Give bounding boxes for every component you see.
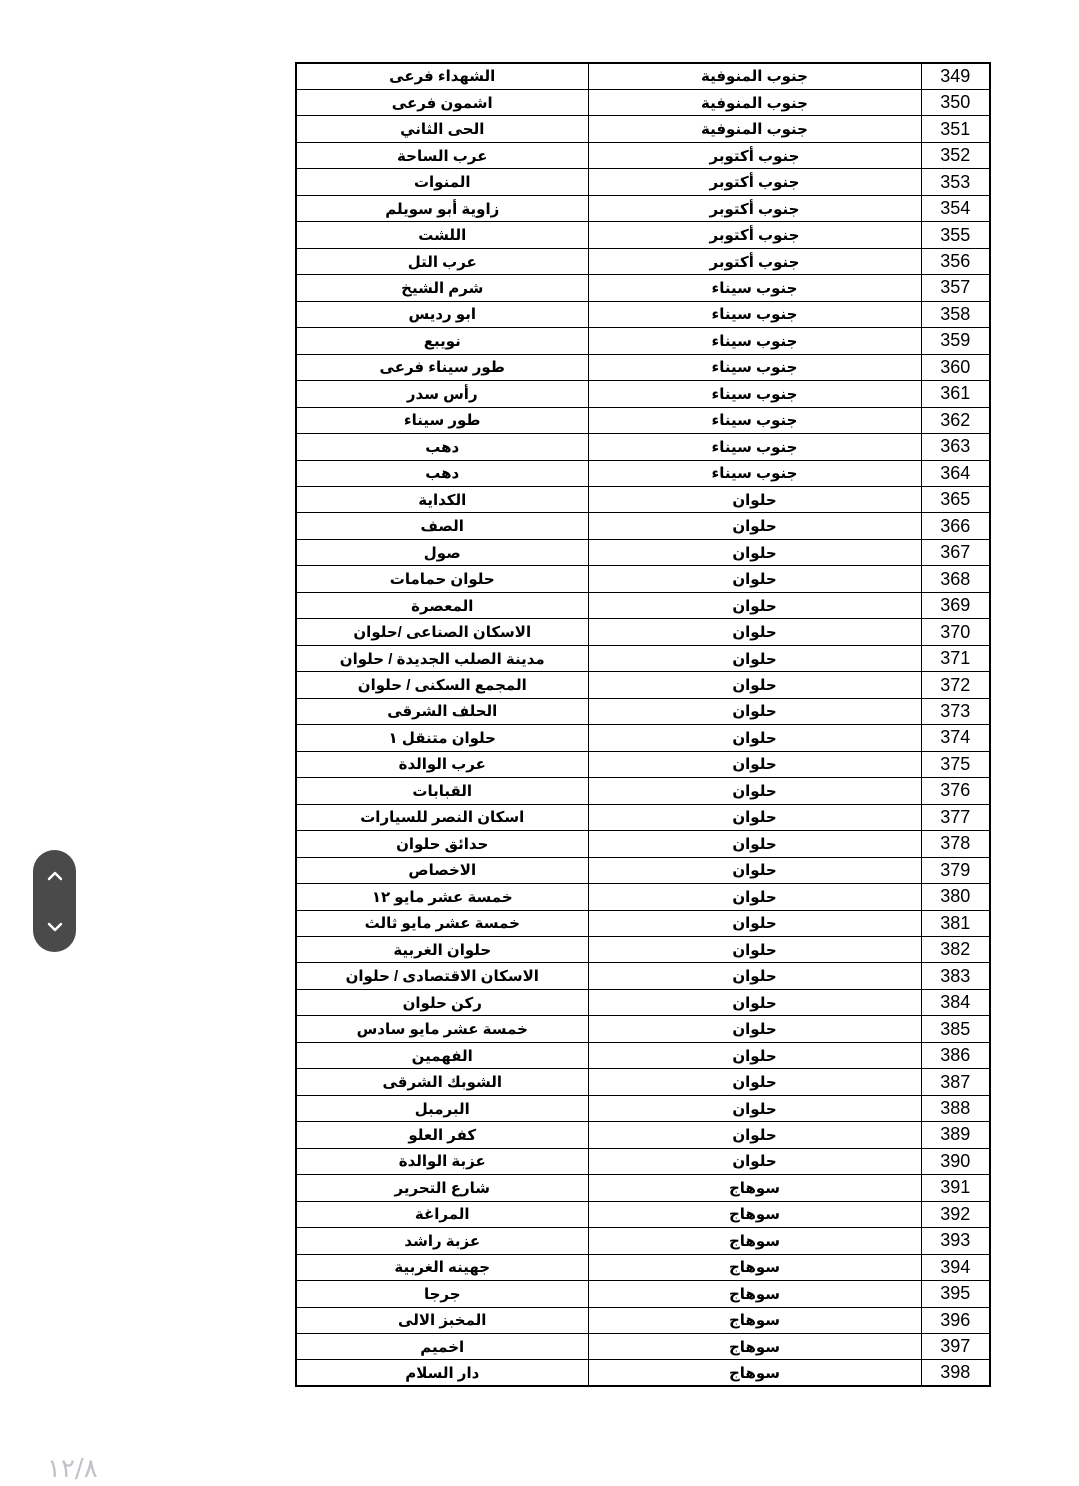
number-cell: 356 [921, 248, 990, 274]
number-cell: 385 [921, 1016, 990, 1042]
table-row [296, 460, 990, 486]
office-cell: رأس سدر [296, 381, 588, 407]
office-cell: حلوان الغربية [296, 936, 588, 962]
region-cell: حلوان [588, 910, 921, 936]
office-cell: جهينه الغربية [296, 1254, 588, 1280]
office-cell: عزبة الوالدة [296, 1148, 588, 1174]
region-cell: جنوب أكتوبر [588, 248, 921, 274]
office-cell: الحلف الشرقى [296, 698, 588, 724]
region-cell: حلوان [588, 539, 921, 565]
region-cell: حلوان [588, 778, 921, 804]
table-row [296, 354, 990, 380]
number-cell: 382 [921, 936, 990, 962]
region-cell: حلوان [588, 751, 921, 777]
region-cell: حلوان [588, 1122, 921, 1148]
table-row [296, 116, 990, 142]
number-cell: 372 [921, 672, 990, 698]
office-cell: الاخصاص [296, 857, 588, 883]
number-cell: 380 [921, 884, 990, 910]
table-row [296, 645, 990, 671]
number-cell: 351 [921, 116, 990, 142]
page-indicator: ١٢/٨ [47, 1454, 98, 1484]
region-cell: حلوان [588, 1042, 921, 1068]
region-cell: جنوب أكتوبر [588, 169, 921, 195]
region-cell: حلوان [588, 963, 921, 989]
region-cell: سوهاج [588, 1228, 921, 1254]
region-cell: سوهاج [588, 1175, 921, 1201]
office-cell: عرب الوالدة [296, 751, 588, 777]
number-cell: 375 [921, 751, 990, 777]
number-cell: 361 [921, 381, 990, 407]
table-row [296, 142, 990, 168]
region-cell: حلوان [588, 566, 921, 592]
office-cell: اشمون فرعى [296, 89, 588, 115]
office-cell: طور سيناء [296, 407, 588, 433]
region-cell: حلوان [588, 513, 921, 539]
table-row [296, 328, 990, 354]
region-cell: جنوب أكتوبر [588, 222, 921, 248]
office-cell: المراغة [296, 1201, 588, 1227]
office-cell: زاوية أبو سويلم [296, 195, 588, 221]
region-cell: جنوب المنوفية [588, 63, 921, 89]
office-cell: ابو رديس [296, 301, 588, 327]
table-row [296, 910, 990, 936]
next-page-button[interactable] [37, 909, 73, 945]
number-cell: 388 [921, 1095, 990, 1121]
table-row [296, 751, 990, 777]
table-row [296, 195, 990, 221]
table-row [296, 1281, 990, 1307]
office-cell: كفر العلو [296, 1122, 588, 1148]
number-cell: 383 [921, 963, 990, 989]
region-cell: حلوان [588, 1095, 921, 1121]
office-cell: مدينة الصلب الجديدة / حلوان [296, 645, 588, 671]
region-cell: حلوان [588, 1148, 921, 1174]
office-cell: عزبة راشد [296, 1228, 588, 1254]
office-cell: دهب [296, 460, 588, 486]
region-cell: حلوان [588, 698, 921, 724]
number-cell: 369 [921, 592, 990, 618]
number-cell: 379 [921, 857, 990, 883]
region-cell: حلوان [588, 672, 921, 698]
office-cell: عرب الساحة [296, 142, 588, 168]
table-row [296, 698, 990, 724]
region-cell: جنوب سيناء [588, 460, 921, 486]
region-cell: سوهاج [588, 1360, 921, 1386]
office-cell: المجمع السكنى / حلوان [296, 672, 588, 698]
office-cell: اللشت [296, 222, 588, 248]
office-cell: اخميم [296, 1334, 588, 1360]
number-cell: 354 [921, 195, 990, 221]
table-row [296, 1228, 990, 1254]
office-cell: صول [296, 539, 588, 565]
region-cell: حلوان [588, 1069, 921, 1095]
number-cell: 395 [921, 1281, 990, 1307]
region-cell: جنوب أكتوبر [588, 142, 921, 168]
table-row [296, 725, 990, 751]
number-cell: 362 [921, 407, 990, 433]
number-cell: 377 [921, 804, 990, 830]
office-cell: الفهمين [296, 1042, 588, 1068]
table-row [296, 487, 990, 513]
office-cell: الشوبك الشرقى [296, 1069, 588, 1095]
number-cell: 387 [921, 1069, 990, 1095]
number-cell: 374 [921, 725, 990, 751]
table-row [296, 89, 990, 115]
table-row [296, 63, 990, 89]
region-cell: حلوان [588, 936, 921, 962]
office-cell: جرجا [296, 1281, 588, 1307]
office-cell: القبابات [296, 778, 588, 804]
number-cell: 364 [921, 460, 990, 486]
number-cell: 365 [921, 487, 990, 513]
table-row [296, 1201, 990, 1227]
region-cell: حلوان [588, 804, 921, 830]
table-row [296, 248, 990, 274]
table-row [296, 1360, 990, 1386]
chevron-down-icon [45, 917, 65, 937]
number-cell: 368 [921, 566, 990, 592]
office-cell: عرب التل [296, 248, 588, 274]
number-cell: 350 [921, 89, 990, 115]
office-cell: خمسة عشر مايو سادس [296, 1016, 588, 1042]
table-row [296, 566, 990, 592]
table-row [296, 884, 990, 910]
number-cell: 393 [921, 1228, 990, 1254]
region-cell: حلوان [588, 619, 921, 645]
number-cell: 353 [921, 169, 990, 195]
number-cell: 367 [921, 539, 990, 565]
office-cell: البرمبل [296, 1095, 588, 1121]
table-row [296, 1148, 990, 1174]
office-cell: دار السلام [296, 1360, 588, 1386]
table-row [296, 1069, 990, 1095]
table-row [296, 592, 990, 618]
table-row [296, 434, 990, 460]
number-cell: 358 [921, 301, 990, 327]
table-row [296, 672, 990, 698]
page-nav-control [33, 850, 76, 952]
table-row [296, 963, 990, 989]
region-cell: سوهاج [588, 1334, 921, 1360]
table-row [296, 222, 990, 248]
region-cell: جنوب أكتوبر [588, 195, 921, 221]
region-cell: سوهاج [588, 1201, 921, 1227]
data-table [295, 62, 991, 1387]
table-row [296, 778, 990, 804]
table-body [296, 63, 990, 1386]
office-cell: دهب [296, 434, 588, 460]
region-cell: حلوان [588, 725, 921, 751]
office-cell: ركن حلوان [296, 989, 588, 1015]
table-row [296, 381, 990, 407]
number-cell: 370 [921, 619, 990, 645]
number-cell: 357 [921, 275, 990, 301]
table-row [296, 1095, 990, 1121]
region-cell: سوهاج [588, 1281, 921, 1307]
office-cell: المخبز الالى [296, 1307, 588, 1333]
number-cell: 384 [921, 989, 990, 1015]
table-row [296, 301, 990, 327]
office-cell: نويبع [296, 328, 588, 354]
region-cell: جنوب المنوفية [588, 89, 921, 115]
region-cell: سوهاج [588, 1307, 921, 1333]
table-row [296, 831, 990, 857]
office-cell: الاسكان الصناعى /حلوان [296, 619, 588, 645]
region-cell: جنوب سيناء [588, 275, 921, 301]
table-row [296, 1175, 990, 1201]
region-cell: جنوب سيناء [588, 301, 921, 327]
region-cell: جنوب سيناء [588, 354, 921, 380]
number-cell: 352 [921, 142, 990, 168]
table-row [296, 936, 990, 962]
office-cell: الاسكان الاقتصادى / حلوان [296, 963, 588, 989]
number-cell: 366 [921, 513, 990, 539]
region-cell: جنوب سيناء [588, 381, 921, 407]
number-cell: 371 [921, 645, 990, 671]
office-cell: المنوات [296, 169, 588, 195]
previous-page-button[interactable] [37, 858, 73, 894]
table-row [296, 804, 990, 830]
region-cell: جنوب المنوفية [588, 116, 921, 142]
region-cell: جنوب سيناء [588, 407, 921, 433]
table-row [296, 1254, 990, 1280]
region-cell: حلوان [588, 989, 921, 1015]
office-cell: الصف [296, 513, 588, 539]
number-cell: 386 [921, 1042, 990, 1068]
region-cell: حلوان [588, 645, 921, 671]
region-cell: جنوب سيناء [588, 434, 921, 460]
table-row [296, 513, 990, 539]
office-cell: المعصرة [296, 592, 588, 618]
region-cell: سوهاج [588, 1254, 921, 1280]
office-cell: طور سيناء فرعى [296, 354, 588, 380]
office-cell: حدائق حلوان [296, 831, 588, 857]
number-cell: 394 [921, 1254, 990, 1280]
number-cell: 363 [921, 434, 990, 460]
table-row [296, 407, 990, 433]
number-cell: 355 [921, 222, 990, 248]
table-row [296, 1334, 990, 1360]
table-row [296, 275, 990, 301]
table-row [296, 539, 990, 565]
number-cell: 376 [921, 778, 990, 804]
table-row [296, 857, 990, 883]
office-cell: شارع التحرير [296, 1175, 588, 1201]
region-cell: حلوان [588, 1016, 921, 1042]
office-cell: خمسة عشر مايو ثالث [296, 910, 588, 936]
region-cell: حلوان [588, 487, 921, 513]
number-cell: 391 [921, 1175, 990, 1201]
office-cell: حلوان حمامات [296, 566, 588, 592]
number-cell: 360 [921, 354, 990, 380]
table-row [296, 169, 990, 195]
number-cell: 359 [921, 328, 990, 354]
table-row [296, 1122, 990, 1148]
number-cell: 349 [921, 63, 990, 89]
region-cell: حلوان [588, 857, 921, 883]
office-cell: الشهداء فرعى [296, 63, 588, 89]
table-row [296, 1042, 990, 1068]
office-cell: شرم الشيخ [296, 275, 588, 301]
office-cell: اسكان النصر للسيارات [296, 804, 588, 830]
number-cell: 373 [921, 698, 990, 724]
table-row [296, 1307, 990, 1333]
office-cell: خمسة عشر مايو ١٢ [296, 884, 588, 910]
office-cell: الكداية [296, 487, 588, 513]
number-cell: 396 [921, 1307, 990, 1333]
table-row [296, 1016, 990, 1042]
office-cell: الحى الثاني [296, 116, 588, 142]
number-cell: 389 [921, 1122, 990, 1148]
chevron-up-icon [45, 866, 65, 886]
number-cell: 397 [921, 1334, 990, 1360]
number-cell: 398 [921, 1360, 990, 1386]
region-cell: حلوان [588, 592, 921, 618]
number-cell: 390 [921, 1148, 990, 1174]
table-row [296, 989, 990, 1015]
number-cell: 378 [921, 831, 990, 857]
number-cell: 392 [921, 1201, 990, 1227]
office-cell: حلوان متنقل ١ [296, 725, 588, 751]
region-cell: حلوان [588, 831, 921, 857]
region-cell: حلوان [588, 884, 921, 910]
number-cell: 381 [921, 910, 990, 936]
table-row [296, 619, 990, 645]
region-cell: جنوب سيناء [588, 328, 921, 354]
